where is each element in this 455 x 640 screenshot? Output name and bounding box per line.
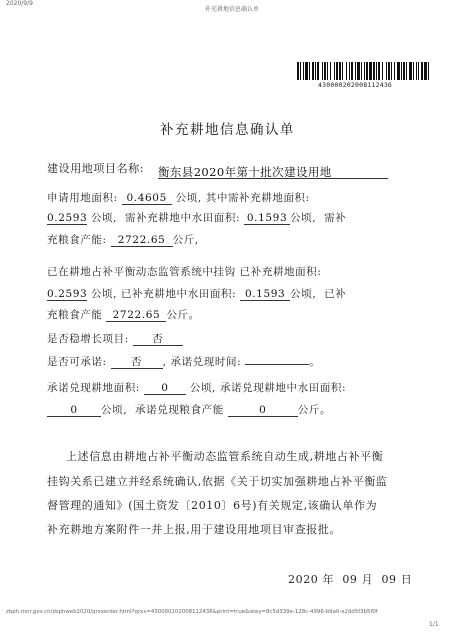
barcode-bar [428, 62, 429, 80]
promise-grain-label: 承诺兑现粮食产能 [135, 404, 224, 416]
promise-area-label: 承诺兑现耕地面积: [47, 382, 140, 394]
print-header-title: 补充耕地信息确认单 [205, 6, 260, 13]
unit-kg-end: 公斤。 [166, 309, 200, 321]
need-grain-value: 2722.65 [111, 234, 173, 247]
promise-label: 是否可承诺: [47, 356, 107, 368]
promise-time-value [245, 364, 309, 365]
hooked-grain-label-b: 充粮食产能 [47, 309, 103, 321]
barcode-number: 43000020200811243б [318, 81, 393, 89]
hooked-paddy-label: 已补充耕地中水田面积: [121, 288, 237, 300]
stable-label: 是否稳增长项目: [47, 333, 129, 345]
promise-paddy-value: 0 [47, 404, 101, 417]
promise-area-value: 0 [144, 382, 186, 395]
promise-line-1: 是否可承诺: 否 , 承诺兑现时间: 。 [47, 356, 321, 368]
need-area-value: 0.2593 [47, 212, 88, 224]
unit-ha: 公顷, [189, 382, 216, 394]
hooked-paddy-value: 0.1593 [240, 288, 290, 301]
paragraph-line-1: 上述信息由耕地占补平衡动态监管系统自动生成,耕地占补平衡 [66, 450, 384, 463]
apply-area-label: 申请用地面积: [47, 192, 118, 204]
date-day: 09 [381, 573, 397, 586]
stable-value: 否 [133, 333, 183, 346]
apply-line-2 [47, 210, 346, 225]
promise-grain-value: 0 [228, 404, 298, 417]
promise-paddy-label: 承诺兑现耕地中水田面积: [219, 382, 347, 394]
apply-line-1 [47, 190, 310, 205]
need-grain-label-b: 充粮食产能: [47, 234, 107, 246]
hooked-line-3 [47, 307, 200, 322]
signing-date [288, 571, 412, 587]
date-year-unit: 年 [322, 573, 335, 586]
hooked-line-2 [47, 286, 346, 301]
unit-ha: 公顷, [90, 212, 118, 224]
unit-ha: 公顷, [101, 404, 128, 416]
date-year: 2020 [288, 573, 319, 586]
unit-ha: 公顷, [290, 288, 317, 300]
unit-kg: 公斤, [172, 234, 199, 246]
hooked-area-value: 0.2593 [47, 288, 88, 300]
promise-line-3 [47, 402, 331, 417]
hooked-grain-label-a: 已补 [324, 288, 347, 300]
unit-kg-end: 公斤。 [297, 404, 332, 416]
date-month-unit: 月 [361, 573, 374, 586]
apply-area-value: 0.4605 [122, 192, 172, 205]
hooked-area-label: 已补充耕地面积: [239, 266, 322, 278]
paragraph-line-3: 督管理的通知》(国土资发〔2010〕6号)有关规定,该确认单作为 [47, 499, 378, 512]
unit-ha: 公顷, [175, 192, 202, 204]
apply-line-3 [47, 232, 199, 247]
print-date: 2020/9/9 [6, 0, 33, 7]
promise-value: 否 [111, 356, 163, 369]
need-area-label: 其中需补充耕地面积: [205, 192, 310, 204]
need-paddy-label: 需补充耕地中水田面积: [124, 212, 241, 224]
promise-time-label: 承诺兑现时间: [170, 356, 242, 368]
print-page-number: 1/1 [429, 621, 439, 628]
stable-line [47, 331, 183, 346]
hooked-grain-value: 2722.65 [106, 309, 166, 322]
hooked-label: 已在耕地占补平衡动态监管系统中挂钩 [47, 266, 236, 278]
unit-ha: 公顷, [90, 288, 118, 300]
need-grain-label-a: 需补 [324, 212, 347, 224]
paragraph-line-4: 补充耕地方案附件一并上报,用于建设用地项目审查报批。 [47, 523, 342, 536]
need-paddy-value: 0.1593 [244, 212, 290, 225]
barcode-image [297, 62, 449, 80]
project-name-value: 衡东县2020年第十批次建设用地 [158, 164, 388, 179]
hooked-line-1 [47, 264, 322, 279]
unit-ha: 公顷, [290, 212, 317, 224]
project-name-label: 建设用地项目名称: [47, 162, 145, 175]
document-title: 补充耕地信息确认单 [160, 122, 295, 138]
print-footer-url: zbph.mnr.gov.cn/zbphweb2020/qrxxorder.html?qrxx=430000202008112436&print=true&skey=8c5d339e-128c-4996-b9a0-e2dd5f3b5f0f [6, 609, 378, 615]
promise-line-2 [47, 380, 346, 395]
date-day-unit: 日 [400, 573, 413, 586]
paragraph-line-2: 挂钩关系已建立并经系统确认,依据《关于切实加强耕地占补平衡监 [47, 475, 388, 488]
date-month: 09 [342, 573, 358, 586]
